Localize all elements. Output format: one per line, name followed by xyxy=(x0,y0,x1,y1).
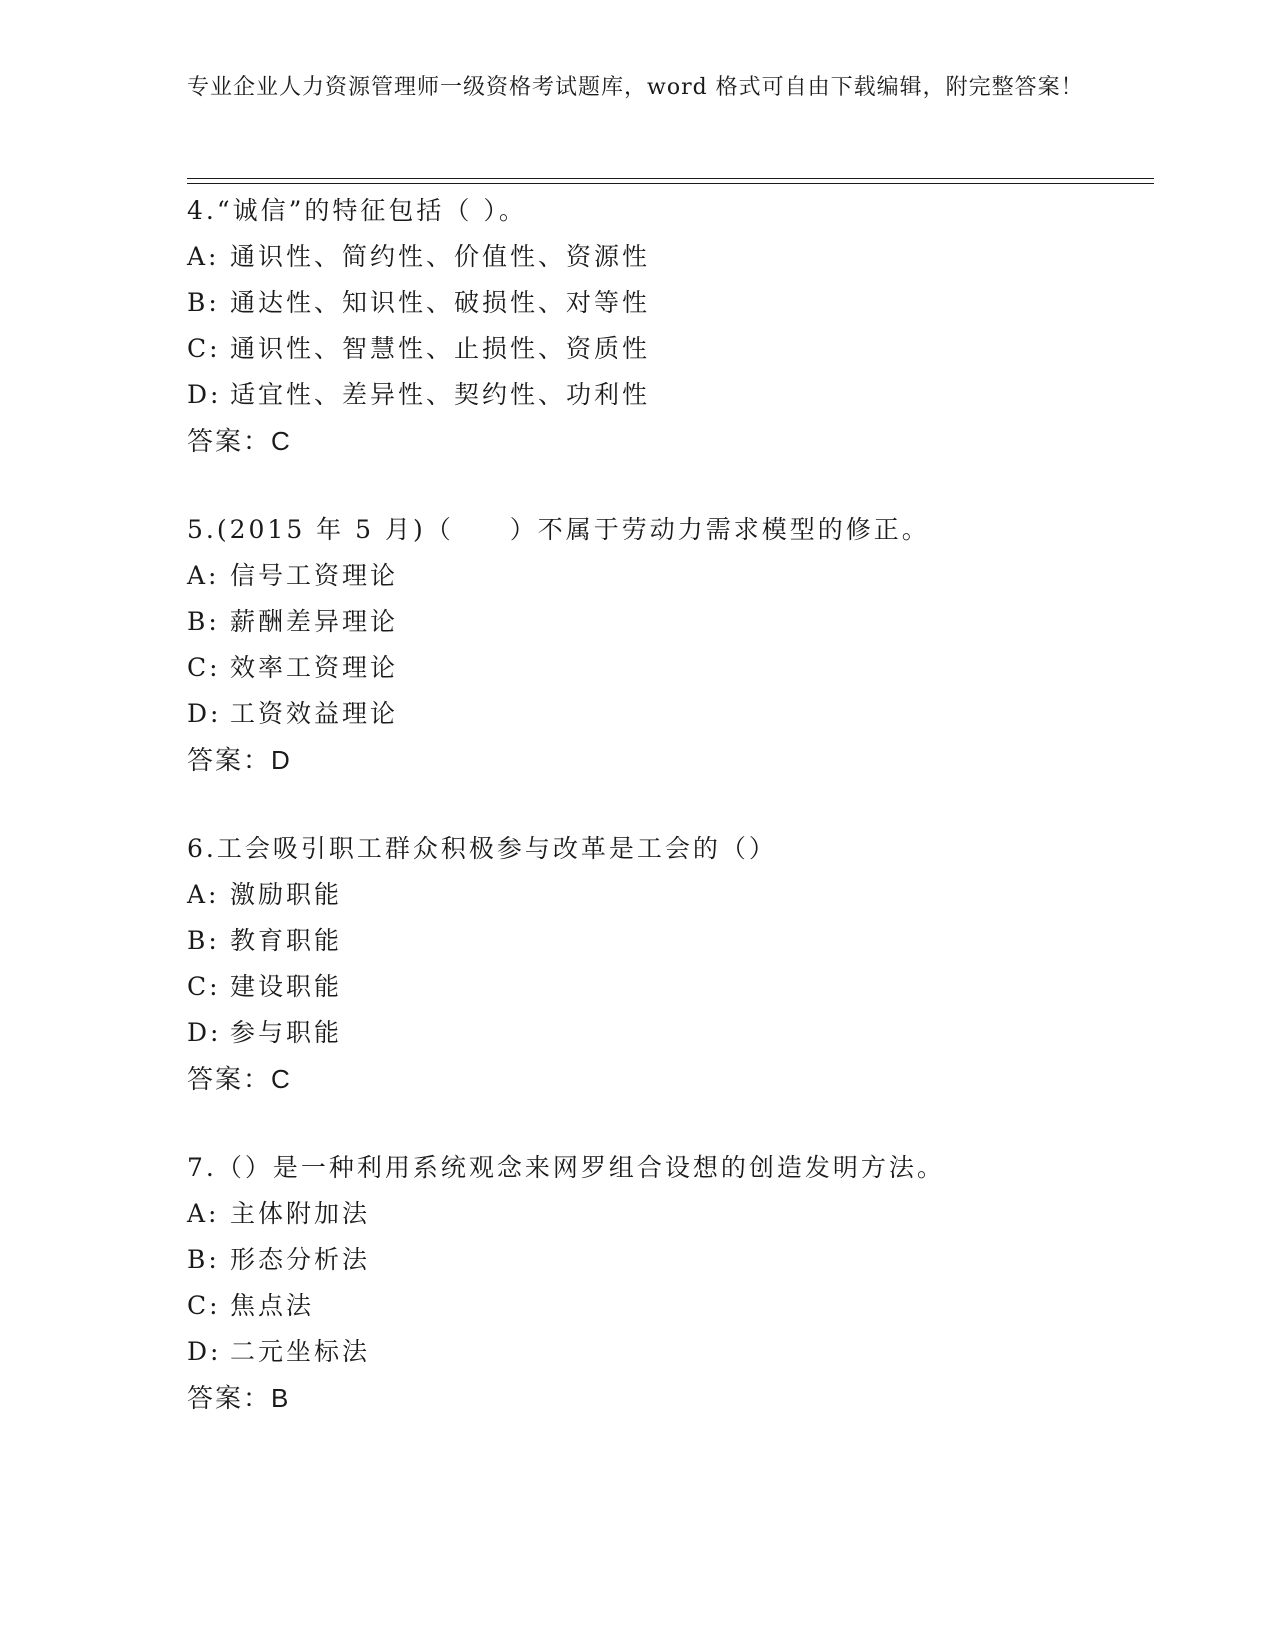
option-b xyxy=(187,280,1147,326)
answer-line: 答案：C xyxy=(187,1064,292,1094)
option-text: 主体附加法 xyxy=(230,1199,371,1228)
option-d xyxy=(187,372,1147,418)
option-a xyxy=(187,872,1147,918)
answer-line: 答案：B xyxy=(187,1383,291,1413)
header-rule-top xyxy=(187,178,1154,179)
option-letter: A: xyxy=(187,561,220,590)
option-a xyxy=(187,234,1147,280)
answer-line: 答案：D xyxy=(187,745,292,775)
question-stem: 5.(2015 年 5 月)（ ）不属于劳动力需求模型的修正。 xyxy=(187,515,930,544)
option-text: 教育职能 xyxy=(230,926,343,955)
question-stem: 4.“诚信”的特征包括（ ）。 xyxy=(187,196,527,225)
option-a xyxy=(187,553,1147,599)
option-text: 建设职能 xyxy=(230,972,343,1001)
question-block xyxy=(187,1145,1147,1421)
option-letter: C: xyxy=(187,653,221,682)
question-block xyxy=(187,507,1147,783)
option-letter: D: xyxy=(187,1337,222,1366)
option-text: 参与职能 xyxy=(230,1018,343,1047)
answer-line: 答案：C xyxy=(187,426,292,456)
option-text: 激励职能 xyxy=(230,880,343,909)
option-letter: A: xyxy=(187,242,220,271)
option-c xyxy=(187,964,1147,1010)
option-b xyxy=(187,599,1147,645)
option-a xyxy=(187,1191,1147,1237)
question-stem: 7.（）是一种利用系统观念来网罗组合设想的创造发明方法。 xyxy=(187,1153,945,1182)
option-letter: D: xyxy=(187,380,222,409)
option-letter: C: xyxy=(187,972,221,1001)
option-text: 信号工资理论 xyxy=(230,561,399,590)
option-text: 效率工资理论 xyxy=(230,653,399,682)
option-text: 二元坐标法 xyxy=(230,1337,371,1366)
option-letter: D: xyxy=(187,1018,222,1047)
option-c xyxy=(187,326,1147,372)
option-text: 适宜性、差异性、契约性、功利性 xyxy=(230,380,651,409)
option-b xyxy=(187,918,1147,964)
option-text: 形态分析法 xyxy=(230,1245,371,1274)
option-c xyxy=(187,1283,1147,1329)
option-letter: A: xyxy=(187,1199,220,1228)
document-header: 专业企业人力资源管理师一级资格考试题库，word 格式可自由下载编辑，附完整答案！ xyxy=(187,75,1084,100)
option-letter: B: xyxy=(187,288,220,317)
option-letter: A: xyxy=(187,880,220,909)
option-text: 薪酬差异理论 xyxy=(230,607,399,636)
question-block xyxy=(187,826,1147,1102)
option-letter: B: xyxy=(187,926,220,955)
option-letter: C: xyxy=(187,334,221,363)
option-d xyxy=(187,1329,1147,1375)
option-d xyxy=(187,1010,1147,1056)
option-text: 通达性、知识性、破损性、对等性 xyxy=(230,288,651,317)
header-rule-bottom xyxy=(187,183,1154,184)
option-text: 焦点法 xyxy=(230,1291,315,1320)
option-text: 通识性、简约性、价值性、资源性 xyxy=(230,242,651,271)
option-b xyxy=(187,1237,1147,1283)
option-letter: C: xyxy=(187,1291,221,1320)
option-letter: D: xyxy=(187,699,222,728)
option-letter: B: xyxy=(187,1245,220,1274)
option-d xyxy=(187,691,1147,737)
option-letter: B: xyxy=(187,607,220,636)
option-text: 通识性、智慧性、止损性、资质性 xyxy=(230,334,651,363)
question-block xyxy=(187,188,1147,464)
question-stem: 6.工会吸引职工群众积极参与改革是工会的（） xyxy=(187,834,777,863)
option-c xyxy=(187,645,1147,691)
option-text: 工资效益理论 xyxy=(230,699,399,728)
